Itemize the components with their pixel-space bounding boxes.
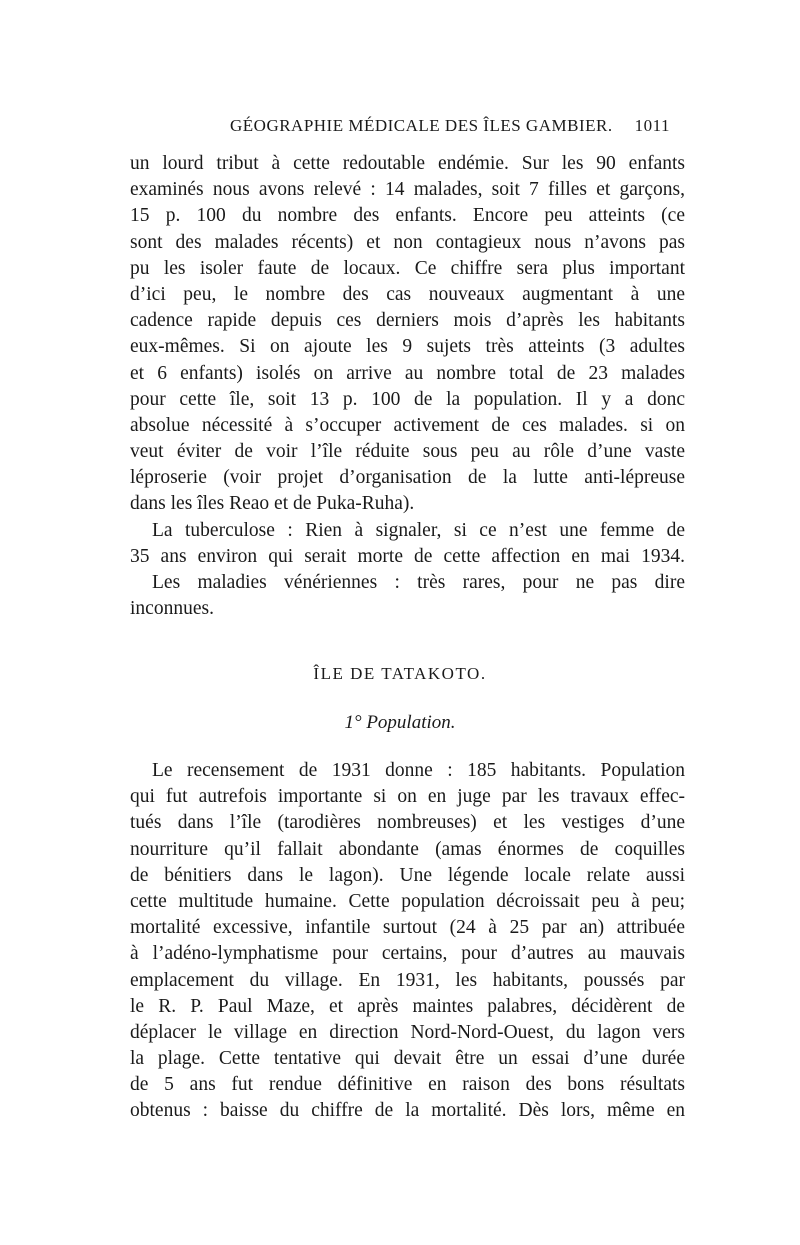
text-line: léproserie (voir projet d’organisation de la lutte anti-lépreuse xyxy=(130,467,685,489)
text-line: et 6 enfants) isolés on arrive au nombre total de 23 malades xyxy=(130,362,685,384)
text-line: 15 p. 100 du nombre des enfants. Encore peu atteints (ce xyxy=(130,205,685,227)
text-line: emplacement du village. En 1931, les habitants, poussés par xyxy=(130,969,685,991)
section-subheading: 1° Population. xyxy=(344,712,456,733)
text-line: inconnues. xyxy=(130,598,214,620)
text-line: à l’adéno-lymphatisme pour certains, pour d’autres au mauvais xyxy=(130,943,685,965)
text-line: de bénitiers dans le lagon). Une légende locale relate aussi xyxy=(130,864,685,886)
text-line: veut éviter de voir l’île réduite sous peu au rôle d’une vaste xyxy=(130,441,685,463)
text-line: mortalité excessive, infantile surtout (24 à 25 par an) attribuée xyxy=(130,917,685,939)
text-line: nourriture qu’il fallait abondante (amas énormes de coquilles xyxy=(130,838,685,860)
text-line: 35 ans environ qui serait morte de cette affection en mai 1934. xyxy=(130,545,685,567)
text-line: eux-mêmes. Si on ajoute les 9 sujets très atteints (3 adultes xyxy=(130,336,685,358)
text-line: sont des malades récents) et non contagieux nous n’avons pas xyxy=(130,231,685,253)
text-line: La tuberculose : Rien à signaler, si ce n’est une femme de xyxy=(152,519,685,541)
text-line: pu les isoler faute de locaux. Ce chiffre sera plus important xyxy=(130,257,685,279)
paragraph-block-leprosy xyxy=(130,151,685,622)
text-line: examinés nous avons relevé : 14 malades, soit 7 filles et garçons, xyxy=(130,179,685,201)
text-line: qui fut autrefois importante si on en juge par les travaux effec- xyxy=(130,786,685,808)
text-line: pour cette île, soit 13 p. 100 de la population. Il y a donc xyxy=(130,388,685,410)
text-line: Le recensement de 1931 donne : 185 habitants. Population xyxy=(152,760,685,781)
section-heading: ÎLE DE TATAKOTO. xyxy=(313,664,487,683)
paragraph-block-population xyxy=(130,758,685,1125)
text-line: Les maladies vénériennes : très rares, pour ne pas dire xyxy=(152,572,685,593)
text-line: d’ici peu, le nombre des cas nouveaux augmentant à une xyxy=(130,283,685,305)
text-line: cette multitude humaine. Cette population décroissait peu à peu; xyxy=(130,890,685,912)
text-line: dans les îles Reao et de Puka-Ruha). xyxy=(130,493,415,515)
text-line: de 5 ans fut rendue définitive en raison des bons résultats xyxy=(130,1074,685,1096)
text-line: déplacer le village en direction Nord-Nord-Ouest, du lagon vers xyxy=(130,1021,685,1043)
text-line: cadence rapide depuis ces derniers mois d’après les habitants xyxy=(130,310,685,332)
text-line: obtenus : baisse du chiffre de la mortalité. Dès lors, même en xyxy=(130,1100,685,1122)
running-title: GÉOGRAPHIE MÉDICALE DES ÎLES GAMBIER. xyxy=(230,116,613,135)
text-line: un lourd tribut à cette redoutable endémie. Sur les 90 enfants xyxy=(130,153,685,174)
text-line: la plage. Cette tentative qui devait être un essai d’une durée xyxy=(130,1048,685,1070)
page-number: 1011 xyxy=(634,116,670,135)
text-line: absolue nécessité à s’occuper activement de ces malades. si on xyxy=(130,414,685,436)
text-line: tués dans l’île (tarodières nombreuses) et les vestiges d’une xyxy=(130,812,685,834)
text-line: le R. P. Paul Maze, et après maintes palabres, décidèrent de xyxy=(130,995,685,1017)
